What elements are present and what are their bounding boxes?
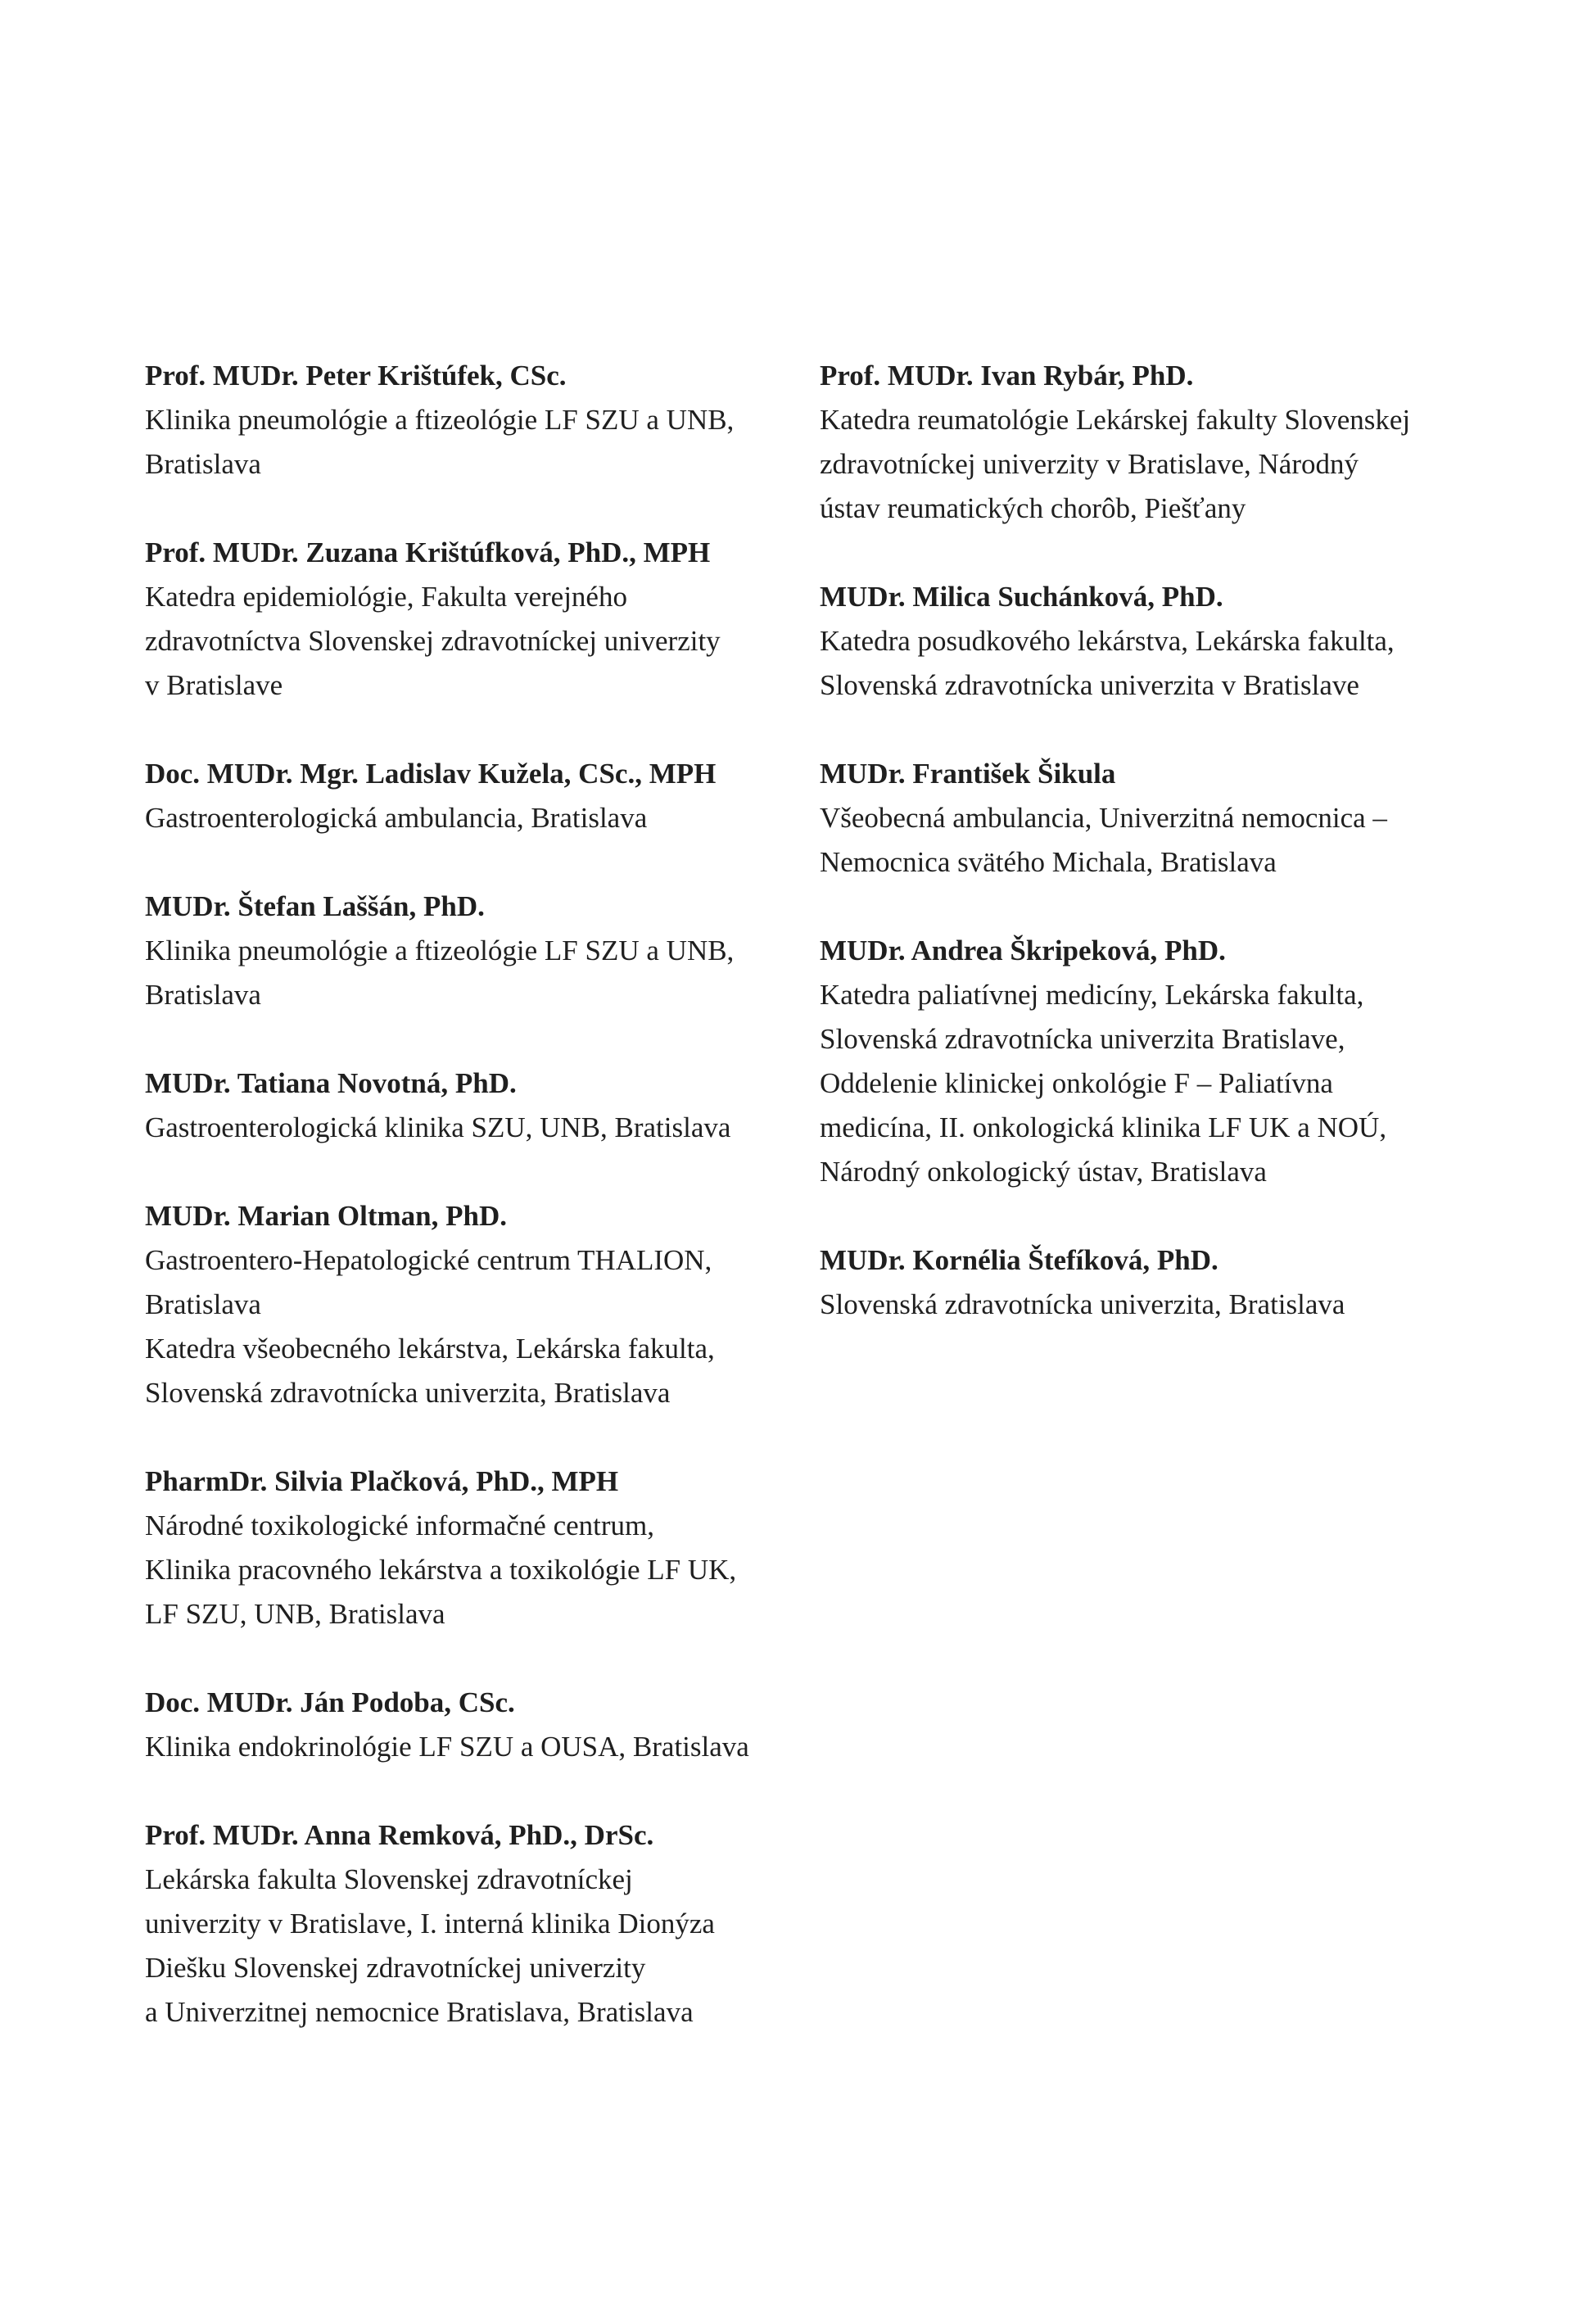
author-name: Doc. MUDr. Ján Podoba, CSc. xyxy=(145,1686,515,1718)
author-name: Prof. MUDr. Zuzana Krištúfková, PhD., MPH xyxy=(145,536,711,568)
author-name: MUDr. Andrea Škripeková, PhD. xyxy=(820,935,1226,966)
affiliation-line: Bratislava xyxy=(145,448,261,480)
affiliation-line: Gastroentero-Hepatologické centrum THALION, xyxy=(145,1244,712,1276)
affiliation-line: univerzity v Bratislave, I. interná klinika Dionýza xyxy=(145,1908,715,1940)
affiliation-line: zdravotníctva Slovenskej zdravotníckej univerzity xyxy=(145,625,721,657)
affiliation-line: Slovenská zdravotnícka univerzita v Bratislave xyxy=(820,669,1359,701)
author-entry xyxy=(145,1813,808,2035)
affiliation-line: Slovenská zdravotnícka univerzita, Bratislava xyxy=(820,1288,1345,1320)
affiliation-line: Gastroenterologická klinika SZU, UNB, Bratislava xyxy=(145,1111,731,1143)
author-name: PharmDr. Silvia Plačková, PhD., MPH xyxy=(145,1465,619,1497)
affiliation-line: Klinika pneumológie a ftizeológie LF SZU a UNB, xyxy=(145,404,735,436)
affiliation-line: Katedra reumatológie Lekárskej fakulty Slovenskej xyxy=(820,404,1411,436)
author-name: MUDr. Tatiana Novotná, PhD. xyxy=(145,1067,517,1099)
left-column xyxy=(145,354,808,2079)
affiliation-line: a Univerzitnej nemocnice Bratislava, Bratislava xyxy=(145,1996,694,2028)
author-entry xyxy=(145,1460,808,1636)
author-name: MUDr. Štefan Laššán, PhD. xyxy=(145,890,485,922)
affiliation-line: Klinika pracovného lekárstva a toxikológie LF UK, xyxy=(145,1554,737,1586)
affiliation-line: Slovenská zdravotnícka univerzita Bratislave, xyxy=(820,1023,1345,1055)
affiliation-line: Oddelenie klinickej onkológie F – Paliatívna xyxy=(820,1067,1333,1099)
affiliation-line: Katedra všeobecného lekárstva, Lekárska fakulta, xyxy=(145,1333,715,1365)
affiliation-line: Bratislava xyxy=(145,1288,261,1320)
affiliation-line: Katedra epidemiológie, Fakulta verejného xyxy=(145,581,627,613)
affiliation-line: Klinika endokrinológie LF SZU a OUSA, Bratislava xyxy=(145,1731,749,1763)
author-entry xyxy=(145,1194,808,1415)
affiliation-line: medicína, II. onkologická klinika LF UK a NOÚ, xyxy=(820,1111,1387,1143)
affiliation-line: Národné toxikologické informačné centrum, xyxy=(145,1510,655,1541)
author-entry xyxy=(145,885,808,1017)
author-entry xyxy=(820,354,1475,531)
author-entry xyxy=(145,752,808,840)
author-name: MUDr. Marian Oltman, PhD. xyxy=(145,1200,508,1232)
affiliation-line: v Bratislave xyxy=(145,669,283,701)
affiliation-line: Lekárska fakulta Slovenskej zdravotníckej xyxy=(145,1863,633,1895)
author-entry xyxy=(820,752,1475,885)
affiliation-line: LF SZU, UNB, Bratislava xyxy=(145,1598,445,1630)
affiliation-line: Všeobecná ambulancia, Univerzitná nemocnica – xyxy=(820,802,1387,834)
author-entry xyxy=(145,1681,808,1769)
affiliation-line: Národný onkologický ústav, Bratislava xyxy=(820,1156,1267,1188)
author-entry xyxy=(820,929,1475,1194)
affiliation-line: Slovenská zdravotnícka univerzita, Bratislava xyxy=(145,1377,671,1409)
author-name: MUDr. Kornélia Štefíková, PhD. xyxy=(820,1244,1218,1276)
affiliation-line: ústav reumatických chorôb, Piešťany xyxy=(820,492,1246,524)
author-name: Prof. MUDr. Peter Krištúfek, CSc. xyxy=(145,360,567,392)
author-entry xyxy=(145,1061,808,1150)
affiliation-line: Nemocnica svätého Michala, Bratislava xyxy=(820,846,1277,878)
affiliation-line: Diešku Slovenskej zdravotníckej univerzity xyxy=(145,1952,646,1984)
author-entry xyxy=(820,1238,1475,1327)
affiliation-line: Gastroenterologická ambulancia, Bratislava xyxy=(145,802,648,834)
author-name: MUDr. František Šikula xyxy=(820,758,1116,790)
affiliation-line: Katedra posudkového lekárstva, Lekárska fakulta, xyxy=(820,625,1395,657)
affiliation-line: Klinika pneumológie a ftizeológie LF SZU a UNB, xyxy=(145,935,735,966)
affiliation-line: Bratislava xyxy=(145,979,261,1011)
right-column xyxy=(820,354,1475,1371)
affiliation-line: Katedra paliatívnej medicíny, Lekárska fakulta, xyxy=(820,979,1364,1011)
affiliation-line: zdravotníckej univerzity v Bratislave, Národný xyxy=(820,448,1359,480)
author-name: Doc. MUDr. Mgr. Ladislav Kužela, CSc., MPH xyxy=(145,758,717,790)
author-name: MUDr. Milica Suchánková, PhD. xyxy=(820,581,1223,613)
author-name: Prof. MUDr. Ivan Rybár, PhD. xyxy=(820,360,1194,392)
author-entry xyxy=(145,531,808,708)
author-entry xyxy=(820,575,1475,708)
author-entry xyxy=(145,354,808,487)
author-name: Prof. MUDr. Anna Remková, PhD., DrSc. xyxy=(145,1819,654,1851)
